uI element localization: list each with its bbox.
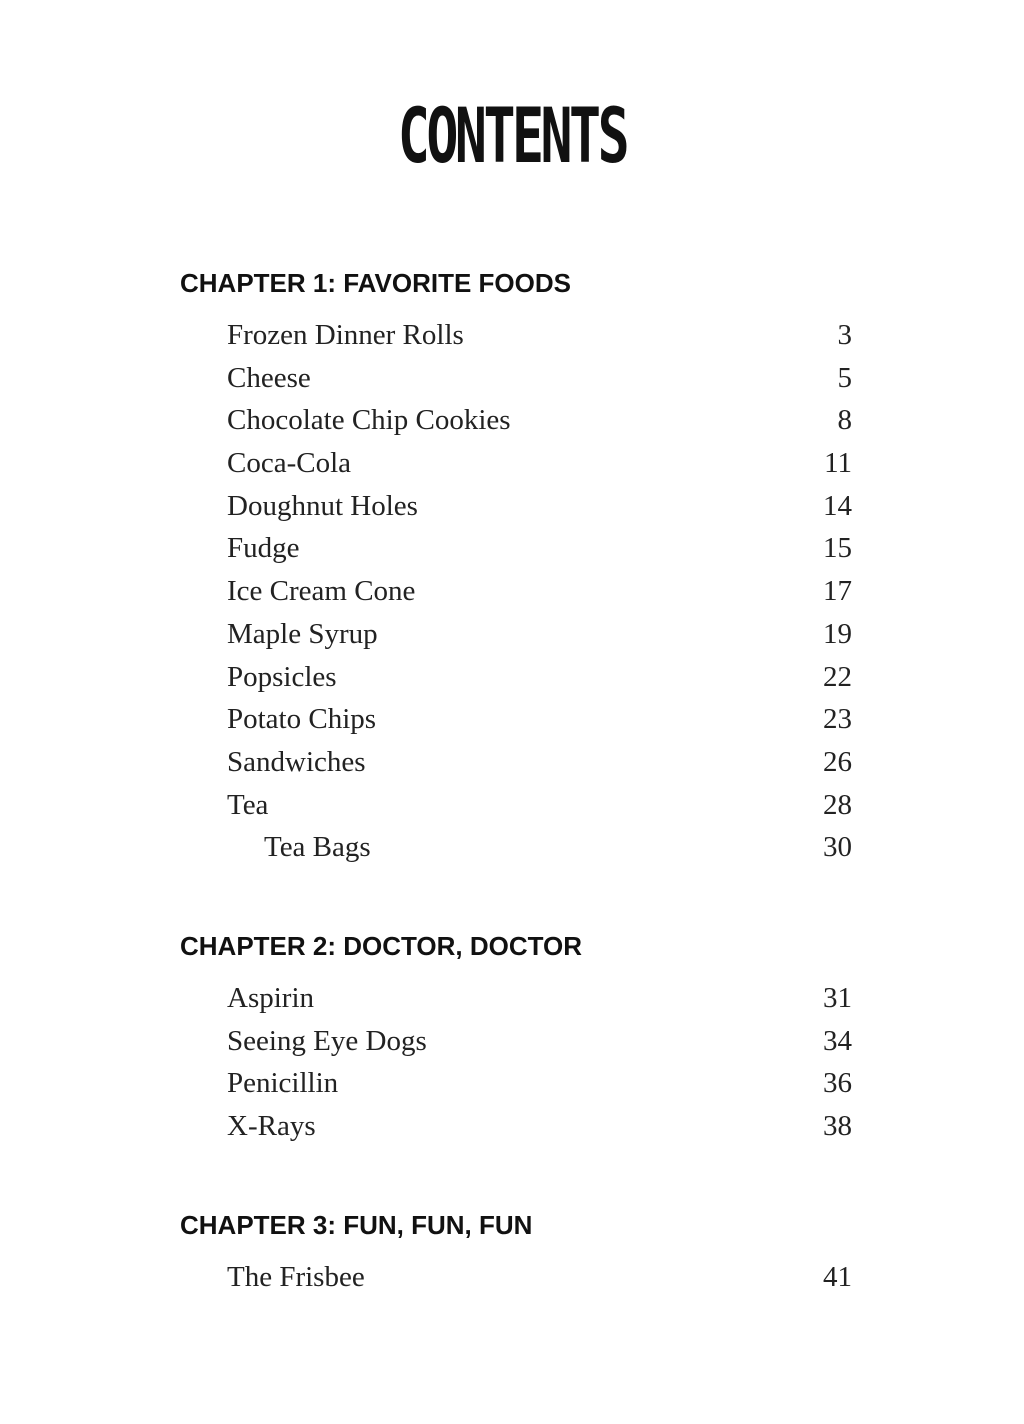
toc-entry-title: Coca-Cola <box>227 447 352 480</box>
toc-entry-page: 34 <box>823 1024 852 1057</box>
chapter-3-section <box>180 1208 852 1299</box>
toc-entry[interactable] <box>180 485 852 528</box>
toc-entry-page: 17 <box>823 575 852 608</box>
toc-entry[interactable] <box>180 698 852 741</box>
toc-entry[interactable] <box>180 570 852 613</box>
toc-entry-page: 28 <box>823 788 852 821</box>
toc-entry[interactable] <box>180 784 852 827</box>
toc-entry-title: Penicillin <box>227 1067 339 1100</box>
toc-entry-title: X-Rays <box>227 1110 316 1143</box>
toc-entry-title: Potato Chips <box>227 703 377 736</box>
toc-entry[interactable] <box>180 357 852 400</box>
chapter-entries-list <box>180 977 852 1148</box>
toc-entry-title: Popsicles <box>227 660 337 693</box>
toc-entry-title: Maple Syrup <box>227 617 378 650</box>
toc-entry[interactable] <box>180 1020 852 1063</box>
toc-entry[interactable] <box>180 977 852 1020</box>
toc-entry[interactable] <box>180 442 852 485</box>
toc-entry[interactable] <box>180 656 852 699</box>
chapter-heading: CHAPTER 1: FAVORITE FOODS <box>180 268 571 298</box>
toc-entry-title: Fudge <box>227 532 300 565</box>
toc-entry-page: 30 <box>823 831 852 864</box>
toc-entry-title: Sandwiches <box>227 745 366 778</box>
toc-entry-page: 31 <box>823 982 852 1014</box>
toc-entry[interactable] <box>180 613 852 656</box>
toc-entry-page: 41 <box>823 1261 852 1293</box>
toc-entry-page: 3 <box>837 319 852 351</box>
chapter-entries-list <box>180 314 852 869</box>
toc-entry-title: Tea Bags <box>264 831 371 864</box>
toc-entry-title: Tea <box>227 788 269 821</box>
toc-entry-page: 22 <box>823 660 852 693</box>
toc-entry-title: Aspirin <box>227 982 314 1014</box>
toc-entry-page: 14 <box>823 489 852 522</box>
chapter-2-section <box>180 929 852 1148</box>
toc-subentry[interactable] <box>180 826 852 869</box>
toc-entry-title: The Frisbee <box>227 1261 365 1293</box>
toc-entry-title: Cheese <box>227 361 311 394</box>
chapter-entries-list <box>180 1256 852 1299</box>
toc-entry-page: 5 <box>837 361 852 394</box>
toc-entry-page: 36 <box>823 1067 852 1100</box>
toc-entry-page: 23 <box>823 703 852 736</box>
page-title: CONTENTS <box>397 91 627 180</box>
chapter-heading: CHAPTER 3: FUN, FUN, FUN <box>180 1210 533 1240</box>
toc-entry-title: Chocolate Chip Cookies <box>227 404 511 437</box>
chapter-1-section <box>180 266 852 869</box>
toc-entry-page: 38 <box>823 1110 852 1143</box>
toc-entry-page: 15 <box>823 532 852 565</box>
toc-entry-page: 26 <box>823 745 852 778</box>
toc-entry[interactable] <box>180 527 852 570</box>
toc-entry-title: Ice Cream Cone <box>227 575 416 608</box>
toc-entry[interactable] <box>180 1256 852 1299</box>
toc-entry-title: Frozen Dinner Rolls <box>227 319 464 351</box>
toc-entry[interactable] <box>180 1105 852 1148</box>
toc-entry-title: Seeing Eye Dogs <box>227 1024 427 1057</box>
toc-entry[interactable] <box>180 741 852 784</box>
toc-entry[interactable] <box>180 399 852 442</box>
chapter-heading: CHAPTER 2: DOCTOR, DOCTOR <box>180 931 583 961</box>
toc-entry[interactable] <box>180 1062 852 1105</box>
toc-entry-title: Doughnut Holes <box>227 489 418 522</box>
toc-entry-page: 11 <box>824 447 852 480</box>
toc-entry-page: 8 <box>837 404 852 437</box>
toc-entry[interactable] <box>180 314 852 357</box>
toc-entry-page: 19 <box>823 617 852 650</box>
